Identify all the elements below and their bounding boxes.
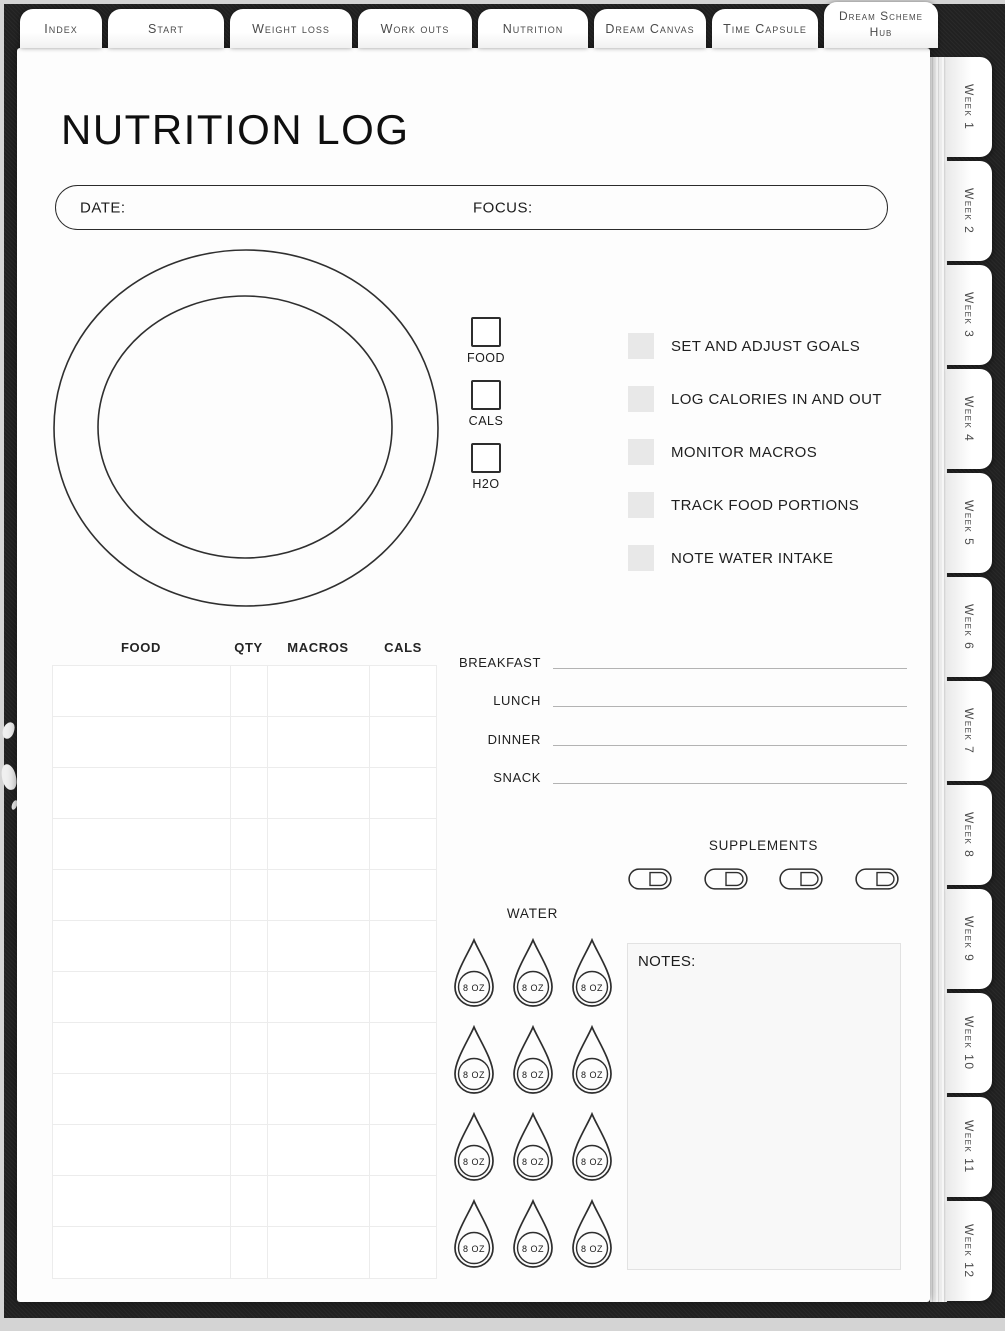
table-row <box>53 819 436 870</box>
goal-row <box>628 439 882 465</box>
meal-label: DINNER <box>487 731 541 747</box>
goal-checkbox[interactable] <box>628 439 654 465</box>
pill-icon[interactable] <box>855 868 899 890</box>
tracker-label: FOOD <box>466 351 506 365</box>
side-tab-label: Week 4 <box>962 395 976 443</box>
table-cell-food[interactable] <box>53 921 230 971</box>
goal-label: LOG CALORIES IN AND OUT <box>671 390 882 408</box>
notes-box[interactable] <box>627 943 901 1270</box>
tracker-checkbox[interactable] <box>471 443 501 473</box>
side-tab-week[interactable] <box>946 681 992 781</box>
table-cell-qty[interactable] <box>230 1125 267 1175</box>
water-title: WATER <box>506 906 559 921</box>
top-tab[interactable] <box>358 9 472 48</box>
top-tab[interactable] <box>20 9 102 48</box>
droplet-unit-label: 8 OZ <box>521 982 544 993</box>
table-cell-macros[interactable] <box>267 819 369 869</box>
goal-label: MONITOR MACROS <box>671 443 818 461</box>
tracker-label: CALS <box>468 414 504 428</box>
water-droplet-icon[interactable] <box>450 1112 498 1186</box>
top-tab-label: Work outs <box>380 21 450 36</box>
food-table-headers <box>52 640 437 655</box>
food-table <box>52 665 437 1279</box>
water-droplet-icon[interactable] <box>568 1112 616 1186</box>
table-cell-macros[interactable] <box>267 768 369 818</box>
meal-writing-line[interactable] <box>553 783 907 784</box>
side-tab-week[interactable] <box>946 161 992 261</box>
table-row <box>53 1074 436 1125</box>
top-tab-label: Nutrition <box>502 21 564 36</box>
table-cell-cals[interactable] <box>369 768 436 818</box>
table-cell-qty[interactable] <box>230 1227 267 1278</box>
table-cell-macros[interactable] <box>267 666 369 716</box>
table-cell-food[interactable] <box>53 1023 230 1073</box>
table-cell-food[interactable] <box>53 1227 230 1278</box>
side-tab-label: Week 7 <box>962 707 976 755</box>
table-cell-food[interactable] <box>53 870 230 920</box>
side-tab-label: Week 10 <box>962 1015 976 1071</box>
side-tab-label: Week 11 <box>962 1120 976 1174</box>
water-droplet-icon[interactable] <box>509 938 557 1012</box>
table-cell-macros[interactable] <box>267 1023 369 1073</box>
side-tab-week[interactable] <box>946 1097 992 1197</box>
table-header-cell: FOOD <box>121 640 161 655</box>
top-tab-row <box>20 0 938 48</box>
water-droplet-icon[interactable] <box>450 1199 498 1273</box>
table-cell-macros[interactable] <box>267 717 369 767</box>
water-droplets <box>444 938 621 1286</box>
droplet-unit-label: 8 OZ <box>580 982 603 993</box>
water-droplet-icon[interactable] <box>509 1112 557 1186</box>
goal-label: SET AND ADJUST GOALS <box>671 337 861 355</box>
top-tab[interactable] <box>478 9 588 48</box>
supplement-pills <box>628 868 899 890</box>
goal-checkbox[interactable] <box>628 386 654 412</box>
meal-writing-line[interactable] <box>553 668 907 669</box>
goal-row <box>628 333 882 359</box>
tracker-checkbox[interactable] <box>471 380 501 410</box>
table-row <box>53 1176 436 1227</box>
table-header-cell: MACROS <box>287 640 349 655</box>
table-cell-food[interactable] <box>53 1125 230 1175</box>
top-tab[interactable] <box>712 9 818 48</box>
page-edge-stack <box>930 57 947 1302</box>
table-cell-cals[interactable] <box>369 1074 436 1124</box>
tracker-label: H2O <box>472 477 500 491</box>
table-cell-food[interactable] <box>53 1176 230 1226</box>
table-cell-cals[interactable] <box>369 870 436 920</box>
goal-checkbox[interactable] <box>628 545 654 571</box>
tracker-checkbox-column <box>462 317 510 492</box>
table-cell-qty[interactable] <box>230 768 267 818</box>
side-tab-week[interactable] <box>946 889 992 989</box>
top-tab[interactable] <box>594 9 706 48</box>
droplet-unit-label: 8 OZ <box>462 982 485 993</box>
week-tab-column <box>946 57 992 1301</box>
goal-checkbox[interactable] <box>628 333 654 359</box>
table-row <box>53 972 436 1023</box>
top-tab-label: Weight loss <box>252 21 330 36</box>
droplet-unit-label: 8 OZ <box>462 1156 485 1167</box>
table-row <box>53 921 436 972</box>
droplet-unit-label: 8 OZ <box>462 1243 485 1254</box>
table-cell-macros[interactable] <box>267 1227 369 1278</box>
date-focus-field[interactable] <box>55 185 888 230</box>
side-tab-week[interactable] <box>946 57 992 157</box>
table-cell-cals[interactable] <box>369 819 436 869</box>
table-cell-macros[interactable] <box>267 1176 369 1226</box>
table-row <box>53 870 436 921</box>
table-cell-cals[interactable] <box>369 717 436 767</box>
table-cell-qty[interactable] <box>230 717 267 767</box>
table-cell-qty[interactable] <box>230 1176 267 1226</box>
notes-label: NOTES: <box>638 953 696 970</box>
meal-row <box>429 720 907 759</box>
table-row <box>53 1125 436 1176</box>
table-header-cell: QTY <box>234 640 263 655</box>
table-cell-food[interactable] <box>53 717 230 767</box>
meal-writing-line[interactable] <box>553 745 907 746</box>
table-cell-cals[interactable] <box>369 1176 436 1226</box>
table-cell-qty[interactable] <box>230 870 267 920</box>
table-cell-macros[interactable] <box>267 1125 369 1175</box>
table-row <box>53 717 436 768</box>
top-tab-label: Start <box>147 21 184 36</box>
tracker-checkbox[interactable] <box>471 317 501 347</box>
top-tab-label: Dream Canvas <box>605 21 695 36</box>
table-cell-food[interactable] <box>53 972 230 1022</box>
table-row <box>53 768 436 819</box>
side-tab-week[interactable] <box>946 473 992 573</box>
side-tab-week[interactable] <box>946 577 992 677</box>
top-tab-label: Index <box>44 21 78 36</box>
table-cell-qty[interactable] <box>230 819 267 869</box>
top-tab[interactable] <box>108 9 224 48</box>
table-cell-food[interactable] <box>53 1074 230 1124</box>
side-tab-label: Week 6 <box>962 603 976 651</box>
side-tab-label: Week 5 <box>962 499 976 547</box>
tracker-item <box>462 443 510 492</box>
meals-list <box>429 643 907 797</box>
plate-icon <box>52 248 440 608</box>
date-label: DATE: <box>80 199 126 216</box>
meal-label: SNACK <box>493 770 541 786</box>
side-tab-label: Week 3 <box>962 291 976 339</box>
side-tab-week[interactable] <box>946 1201 992 1301</box>
table-cell-qty[interactable] <box>230 1023 267 1073</box>
water-droplet-icon[interactable] <box>509 1199 557 1273</box>
side-tab-week[interactable] <box>946 785 992 885</box>
focus-label: FOCUS: <box>473 199 533 216</box>
meal-label: LUNCH <box>493 693 541 709</box>
meal-row <box>429 759 907 798</box>
tracker-item <box>462 317 510 366</box>
table-cell-cals[interactable] <box>369 972 436 1022</box>
table-cell-qty[interactable] <box>230 1074 267 1124</box>
table-cell-cals[interactable] <box>369 666 436 716</box>
droplet-unit-label: 8 OZ <box>462 1069 485 1080</box>
table-cell-macros[interactable] <box>267 972 369 1022</box>
water-droplet-icon[interactable] <box>450 938 498 1012</box>
side-tab-label: Week 12 <box>962 1223 976 1279</box>
pill-icon[interactable] <box>628 868 672 890</box>
droplet-unit-label: 8 OZ <box>521 1156 544 1167</box>
droplet-unit-label: 8 OZ <box>580 1069 603 1080</box>
table-cell-cals[interactable] <box>369 1227 436 1278</box>
meal-label: BREAKFAST <box>459 654 541 670</box>
table-cell-macros[interactable] <box>267 921 369 971</box>
table-cell-qty[interactable] <box>230 972 267 1022</box>
side-tab-week[interactable] <box>946 993 992 1093</box>
table-row <box>53 666 436 717</box>
side-tab-week[interactable] <box>946 369 992 469</box>
droplet-unit-label: 8 OZ <box>521 1243 544 1254</box>
pill-icon[interactable] <box>779 868 823 890</box>
water-droplet-icon[interactable] <box>509 1025 557 1099</box>
side-tab-label: Week 9 <box>962 915 976 963</box>
meal-row <box>429 682 907 721</box>
top-tab[interactable] <box>824 2 938 48</box>
table-row <box>53 1023 436 1074</box>
table-cell-qty[interactable] <box>230 921 267 971</box>
table-cell-qty[interactable] <box>230 666 267 716</box>
table-cell-food[interactable] <box>53 666 230 716</box>
meal-writing-line[interactable] <box>553 706 907 707</box>
goals-checklist <box>628 333 882 571</box>
meal-row <box>429 643 907 682</box>
side-tab-label: Week 8 <box>962 811 976 859</box>
top-tab[interactable] <box>230 9 352 48</box>
goal-label: TRACK FOOD PORTIONS <box>671 496 860 514</box>
goal-row <box>628 545 882 571</box>
droplet-unit-label: 8 OZ <box>580 1243 603 1254</box>
page-title: NUTRITION LOG <box>61 106 410 153</box>
table-cell-food[interactable] <box>53 768 230 818</box>
table-header-cell: CALS <box>384 640 422 655</box>
table-cell-cals[interactable] <box>369 921 436 971</box>
goal-row <box>628 386 882 412</box>
water-droplet-icon[interactable] <box>568 938 616 1012</box>
table-cell-macros[interactable] <box>267 870 369 920</box>
side-tab-label: Week 2 <box>962 187 976 235</box>
water-droplet-icon[interactable] <box>450 1025 498 1099</box>
goal-row <box>628 492 882 518</box>
tracker-item <box>462 380 510 429</box>
water-droplet-icon[interactable] <box>568 1025 616 1099</box>
page <box>17 48 930 1302</box>
top-tab-label: Dream Scheme Hub <box>838 9 923 39</box>
table-cell-food[interactable] <box>53 819 230 869</box>
top-tab-label: Time Capsule <box>723 21 807 36</box>
water-droplet-icon[interactable] <box>568 1199 616 1273</box>
side-tab-week[interactable] <box>946 265 992 365</box>
table-cell-macros[interactable] <box>267 1074 369 1124</box>
table-row <box>53 1227 436 1278</box>
goal-label: NOTE WATER INTAKE <box>671 549 834 567</box>
droplet-unit-label: 8 OZ <box>580 1156 603 1167</box>
pill-icon[interactable] <box>704 868 748 890</box>
droplet-unit-label: 8 OZ <box>521 1069 544 1080</box>
table-cell-cals[interactable] <box>369 1023 436 1073</box>
side-tab-label: Week 1 <box>962 83 976 131</box>
supplements-title: SUPPLEMENTS <box>708 838 819 853</box>
table-cell-cals[interactable] <box>369 1125 436 1175</box>
goal-checkbox[interactable] <box>628 492 654 518</box>
